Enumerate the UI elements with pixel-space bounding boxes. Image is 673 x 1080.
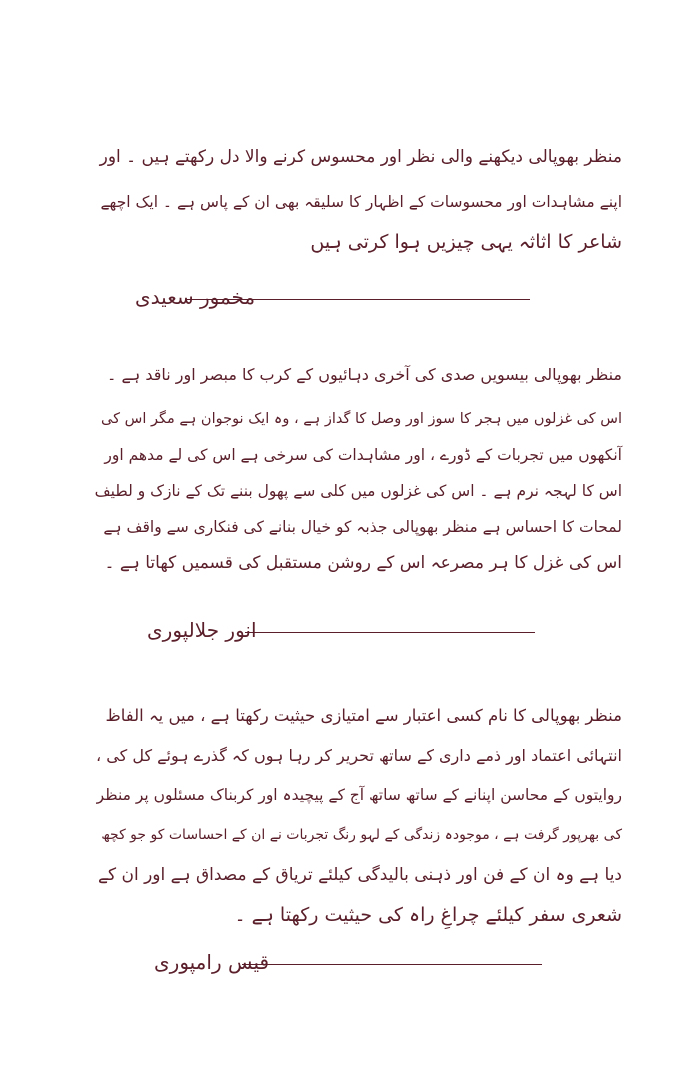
- signature-row-2: [105, 618, 535, 648]
- quote-line: منظر بھوپالی بیسویں صدی کی آخری دہائیوں کے کرب کا مبصر اور ناقد ہے ۔: [107, 365, 622, 384]
- signature-row-3: [112, 952, 542, 982]
- quote-line: اس کی غزلوں میں ہجر کا سوز اور وصل کا گداز ہے ، وہ ایک نوجوان ہے مگر اس کی: [101, 411, 622, 427]
- quote-line: اس کا لہجہ نرم ہے ۔ اس کی غزلوں میں کلی سے پھول بننے تک کے نازک و لطیف: [94, 482, 622, 500]
- quote-line: آنکھوں میں تجربات کے ڈورے ، اور مشاہدات کی سرخی ہے اس کی لے مدھم اور: [104, 446, 622, 464]
- author-name: مخمور سعیدی: [135, 285, 256, 309]
- quote-line: منظر بھوپالی دیکھنے والی نظر اور محسوس کرنے والا دل رکھتے ہیں ۔ اور: [99, 147, 622, 167]
- quote-section-2: [92, 365, 622, 590]
- quote-line: لمحات کا احساس ہے منظر بھوپالی جذبہ کو خیال بنانے کی فنکاری سے واقف ہے: [103, 518, 622, 536]
- quote-line: اس کی غزل کا ہر مصرعہ اس کے روشن مستقبل کی قسمیں کھاتا ہے ۔: [104, 553, 622, 573]
- quote-line: انتہائی اعتماد اور ذمے داری کے ساتھ تحریر کر رہا ہوں کہ گذرے ہوئے کل کی ،: [96, 746, 622, 765]
- quote-line: روایتوں کے محاسن اپنانے کے ساتھ ساتھ آج کے پیچیدہ اور کربناک مسئلوں پر منظر: [96, 786, 622, 804]
- quote-line: شعری سفر کیلئے چراغِ راہ کی حیثیت رکھتا ہے ۔: [234, 904, 622, 926]
- author-name: انور جلالپوری: [147, 618, 257, 642]
- quote-line: کی بھرپور گرفت ہے ، موجودہ زندگی کے لہو رنگ تجربات نے ان کے احساسات کو جو کچھ: [101, 827, 622, 843]
- signature-row-1: [100, 285, 530, 315]
- quote-line: دیا ہے وہ ان کے فن اور ذہنی بالیدگی کیلئے تریاق کے مصداق ہے اور ان کے: [98, 865, 622, 885]
- quote-line: شاعر کا اثاثہ یہی چیزیں ہوا کرتی ہیں: [310, 231, 622, 253]
- quote-section-1: [92, 148, 622, 273]
- quote-section-3: [92, 706, 622, 946]
- signature-rule: [245, 632, 535, 633]
- author-name: قیس رامپوری: [154, 950, 270, 974]
- quote-line: منظر بھوپالی کا نام کسی اعتبار سے امتیازی حیثیت رکھتا ہے ، میں یہ الفاظ: [105, 706, 622, 725]
- signature-rule: [242, 964, 542, 965]
- quote-line: اپنے مشاہدات اور محسوسات کے اظہار کا سلیقہ بھی ان کے پاس ہے ۔ ایک اچھے: [100, 193, 622, 211]
